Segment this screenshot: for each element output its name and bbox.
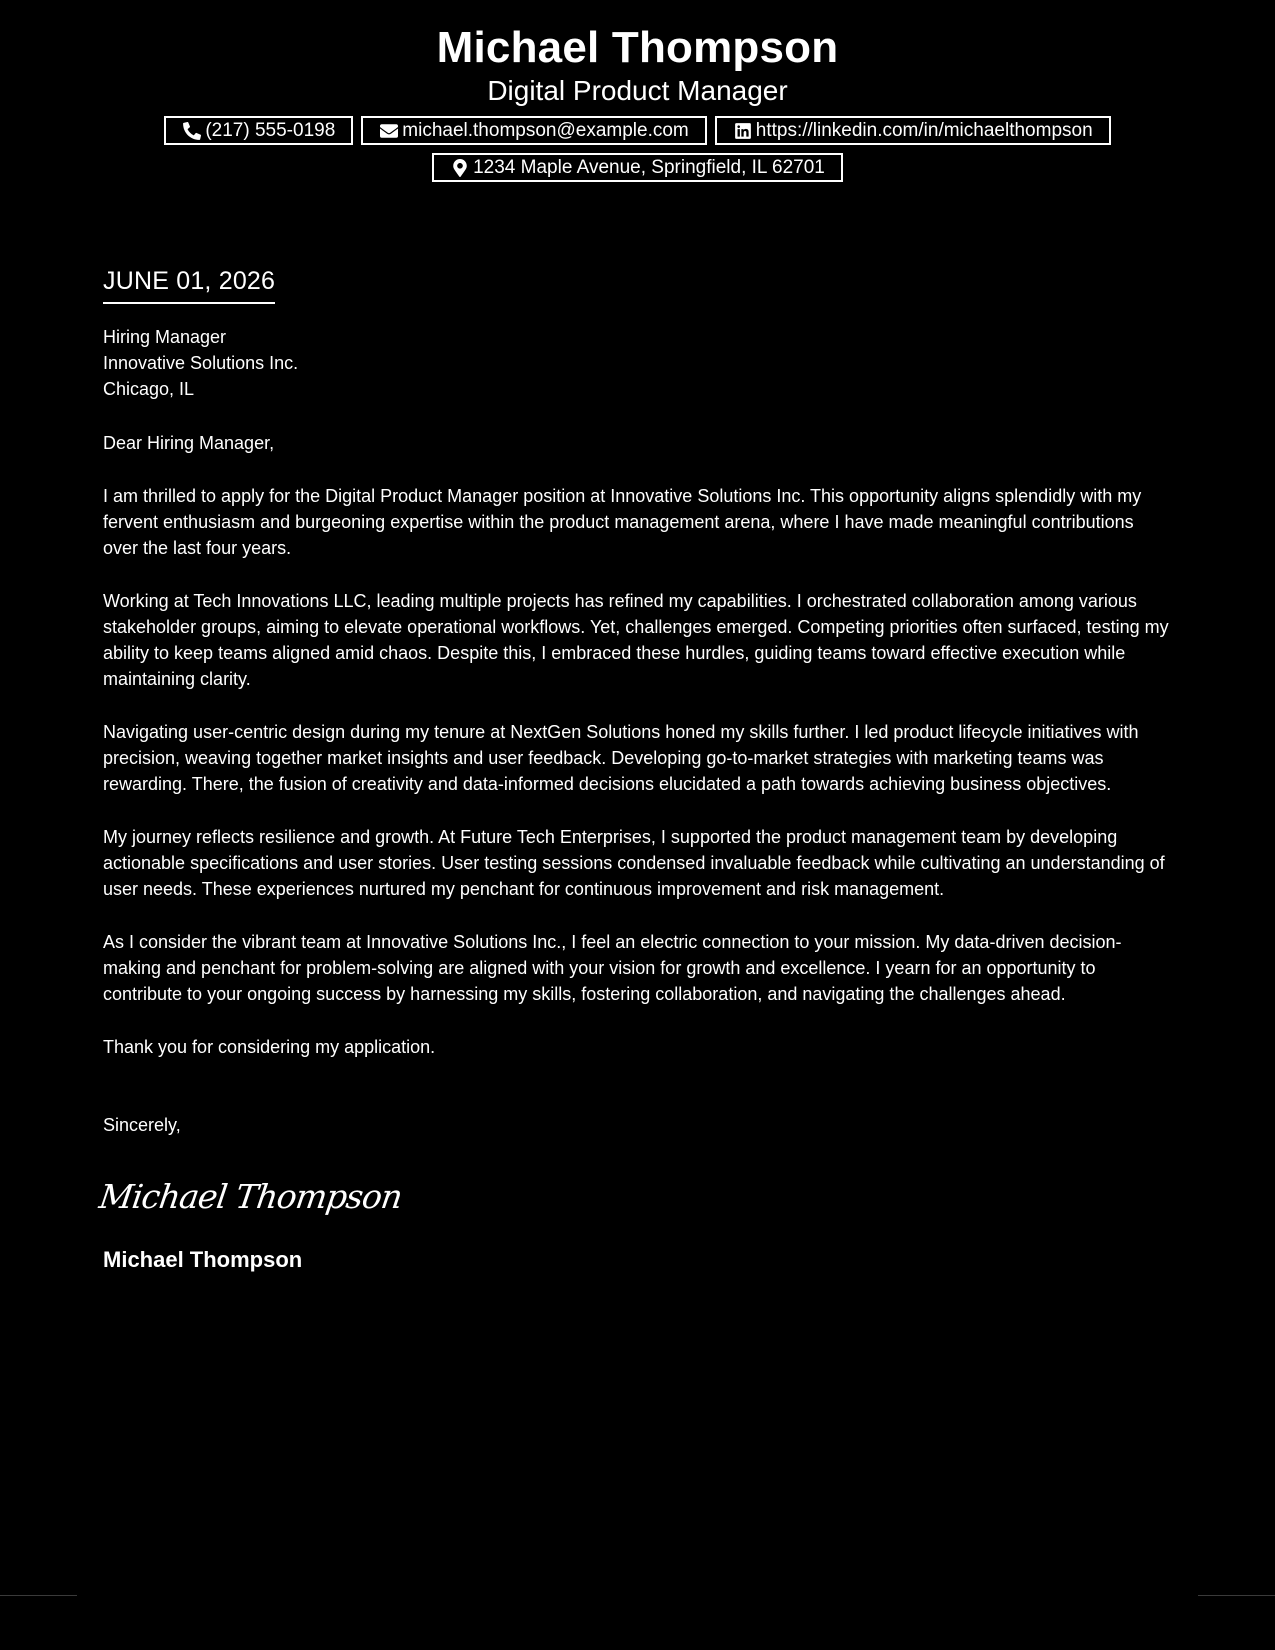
letter-date: JUNE 01, 2026 (103, 266, 275, 304)
body-paragraph: Navigating user-centric design during my tenure at NextGen Solutions honed my skills further. I led product lifecycle initiatives with precision, weaving together market insights and user feedback. Developing go-to-market strategies with marketing teams was rewarding. There, the fusion of creativity and data-informed decisions elucidated a path towards achieving business objectives. (103, 722, 1139, 794)
email-contact[interactable] (361, 116, 706, 145)
contact-row-1 (0, 116, 1275, 145)
signature-script: Michael Thompson (96, 1177, 405, 1216)
phone-text: (217) 555-0198 (205, 119, 336, 141)
linkedin-icon (733, 121, 753, 141)
address-text: 1234 Maple Avenue, Springfield, IL 62701 (473, 156, 825, 178)
recipient-line: Innovative Solutions Inc. (103, 353, 299, 373)
recipient-line: Chicago, IL (103, 379, 195, 399)
letter-header (0, 22, 1275, 182)
envelope-icon (379, 121, 399, 141)
footer-divider-left (0, 1595, 77, 1596)
applicant-title: Digital Product Manager (487, 75, 788, 106)
footer-divider-right (1198, 1595, 1275, 1596)
salutation: Dear Hiring Manager, (103, 433, 275, 453)
body-paragraph: Thank you for considering my application. (103, 1037, 436, 1057)
signer-name: Michael Thompson (103, 1247, 303, 1272)
applicant-name: Michael Thompson (436, 23, 839, 72)
map-marker-icon (450, 158, 470, 178)
recipient-block (103, 324, 1173, 402)
closing: Sincerely, (103, 1115, 181, 1135)
linkedin-contact[interactable] (715, 116, 1111, 145)
address-contact[interactable] (432, 153, 843, 182)
body-paragraph: My journey reflects resilience and growth. At Future Tech Enterprises, I supported the product management team by developing actionable specifications and user stories. User testing sessions condensed invaluable feedback while cultivating an understanding of user needs. These experiences nurtured my penchant for continuous improvement and risk management. (103, 827, 1165, 899)
email-text: michael.thompson@example.com (402, 119, 689, 141)
signature-image (96, 1172, 405, 1222)
phone-contact[interactable] (164, 116, 353, 145)
recipient-line: Hiring Manager (103, 327, 227, 347)
phone-icon (182, 121, 202, 141)
letter-body (96, 266, 1173, 1274)
contact-row-2 (0, 153, 1275, 182)
body-paragraph: Working at Tech Innovations LLC, leading multiple projects has refined my capabilities. I orchestrated collaboration among various stakeholder groups, aiming to elevate operational workflows. Yet, challenges emerged. Competing priorities often surfaced, testing my ability to keep teams aligned amid chaos. Despite this, I embraced these hurdles, guiding teams toward effective execution while maintaining clarity. (103, 591, 1169, 689)
body-paragraph: I am thrilled to apply for the Digital Product Manager position at Innovative Solutions Inc. This opportunity aligns splendidly with my fervent enthusiasm and burgeoning expertise within the product management arena, where I have made meaningful contributions over the last four years. (103, 486, 1142, 558)
linkedin-text: https://linkedin.com/in/michaelthompson (755, 119, 1093, 141)
body-paragraph: As I consider the vibrant team at Innovative Solutions Inc., I feel an electric connection to your mission. My data-driven decision-making and penchant for problem-solving are aligned with your vision for growth and excellence. I yearn for an opportunity to contribute to your ongoing success by harnessing my skills, fostering collaboration, and navigating the challenges ahead. (103, 932, 1122, 1004)
